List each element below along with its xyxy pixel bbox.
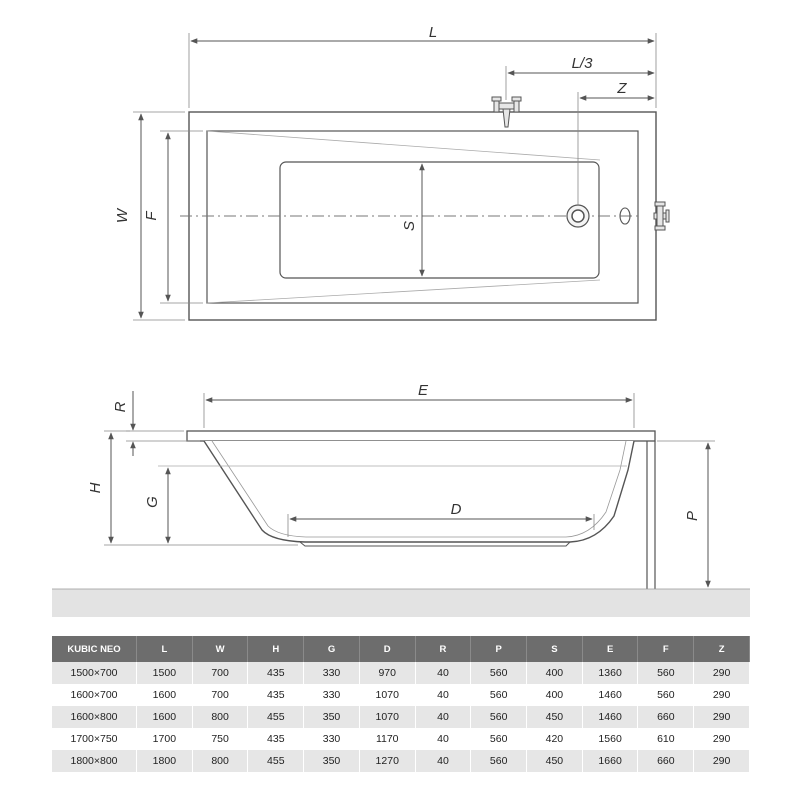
- cell-model: 1500×700: [52, 662, 137, 684]
- label-R: R: [112, 401, 129, 413]
- cell-model: 1600×700: [52, 684, 137, 706]
- table-header-row: [52, 636, 750, 662]
- label-L3: L/3: [571, 55, 593, 72]
- label-S: S: [401, 220, 418, 232]
- cell: 1660: [582, 750, 638, 772]
- cell: 1170: [359, 728, 415, 750]
- cell: 290: [694, 662, 750, 684]
- cell: 560: [638, 684, 694, 706]
- cell: 40: [415, 684, 471, 706]
- cell: 1360: [582, 662, 638, 684]
- cell: 420: [527, 728, 583, 750]
- header-H: H: [248, 636, 304, 662]
- cell: 1600: [137, 706, 193, 728]
- cell: 40: [415, 706, 471, 728]
- cell: 750: [192, 728, 248, 750]
- cell: 290: [694, 750, 750, 772]
- cell: 700: [192, 684, 248, 706]
- cell: 660: [638, 750, 694, 772]
- cell: 1500: [137, 662, 193, 684]
- label-E: E: [417, 382, 429, 399]
- cell: 1700: [137, 728, 193, 750]
- header-S: S: [527, 636, 583, 662]
- cell: 40: [415, 662, 471, 684]
- table-row: [52, 706, 750, 728]
- cell-model: 1600×800: [52, 706, 137, 728]
- cell: 1460: [582, 684, 638, 706]
- cell-model: 1700×750: [52, 728, 137, 750]
- cell: 1070: [359, 684, 415, 706]
- cell: 400: [527, 662, 583, 684]
- cell: 660: [638, 706, 694, 728]
- cell: 800: [192, 750, 248, 772]
- cell: 1800: [137, 750, 193, 772]
- cell: 800: [192, 706, 248, 728]
- tub-bottom-area: [280, 162, 599, 278]
- cell: 435: [248, 662, 304, 684]
- header-G: G: [304, 636, 360, 662]
- header-E: E: [582, 636, 638, 662]
- cell: 40: [415, 728, 471, 750]
- header-P: P: [471, 636, 527, 662]
- label-P: P: [684, 510, 701, 522]
- cell: 350: [304, 706, 360, 728]
- cell: 560: [638, 662, 694, 684]
- cell: 560: [471, 684, 527, 706]
- header-W: W: [192, 636, 248, 662]
- label-W: W: [114, 208, 131, 224]
- label-Z: Z: [617, 80, 627, 97]
- cell-model: 1800×800: [52, 750, 137, 772]
- header-D: D: [359, 636, 415, 662]
- cell: 560: [471, 662, 527, 684]
- cell: 1560: [582, 728, 638, 750]
- header-R: R: [415, 636, 471, 662]
- cell: 560: [471, 750, 527, 772]
- cell: 560: [471, 706, 527, 728]
- top-view: [133, 33, 669, 320]
- header-model: KUBIC NEO: [52, 636, 137, 662]
- cell: 455: [248, 706, 304, 728]
- cell: 700: [192, 662, 248, 684]
- table-row: [52, 750, 750, 772]
- cell: 435: [248, 684, 304, 706]
- cell: 330: [304, 728, 360, 750]
- tub-rim-profile: [187, 431, 655, 441]
- cell: 1270: [359, 750, 415, 772]
- header-Z: Z: [694, 636, 750, 662]
- header-F: F: [638, 636, 694, 662]
- cell: 330: [304, 684, 360, 706]
- label-F: F: [143, 211, 160, 221]
- cell: 435: [248, 728, 304, 750]
- cell: 610: [638, 728, 694, 750]
- cell: 290: [694, 728, 750, 750]
- label-G: G: [144, 496, 161, 508]
- cell: 400: [527, 684, 583, 706]
- cell: 1460: [582, 706, 638, 728]
- label-H: H: [87, 482, 104, 494]
- cell: 560: [471, 728, 527, 750]
- top-view-labels: [114, 24, 627, 231]
- cell: 350: [304, 750, 360, 772]
- cell: 450: [527, 706, 583, 728]
- table-row: [52, 662, 750, 684]
- cell: 330: [304, 662, 360, 684]
- table-row: [52, 728, 750, 750]
- cell: 970: [359, 662, 415, 684]
- cell: 1600: [137, 684, 193, 706]
- cell: 290: [694, 706, 750, 728]
- drain-icon: [567, 205, 589, 227]
- dimensions-table: [52, 636, 750, 772]
- header-L: L: [137, 636, 193, 662]
- faucet-top-icon: [492, 97, 521, 127]
- table-row: [52, 684, 750, 706]
- cell: 455: [248, 750, 304, 772]
- label-D: D: [450, 501, 462, 518]
- label-L: L: [428, 24, 438, 41]
- cell: 40: [415, 750, 471, 772]
- floor: [52, 589, 750, 617]
- faucet-side-icon: [654, 202, 669, 230]
- cell: 290: [694, 684, 750, 706]
- cell: 450: [527, 750, 583, 772]
- cell: 1070: [359, 706, 415, 728]
